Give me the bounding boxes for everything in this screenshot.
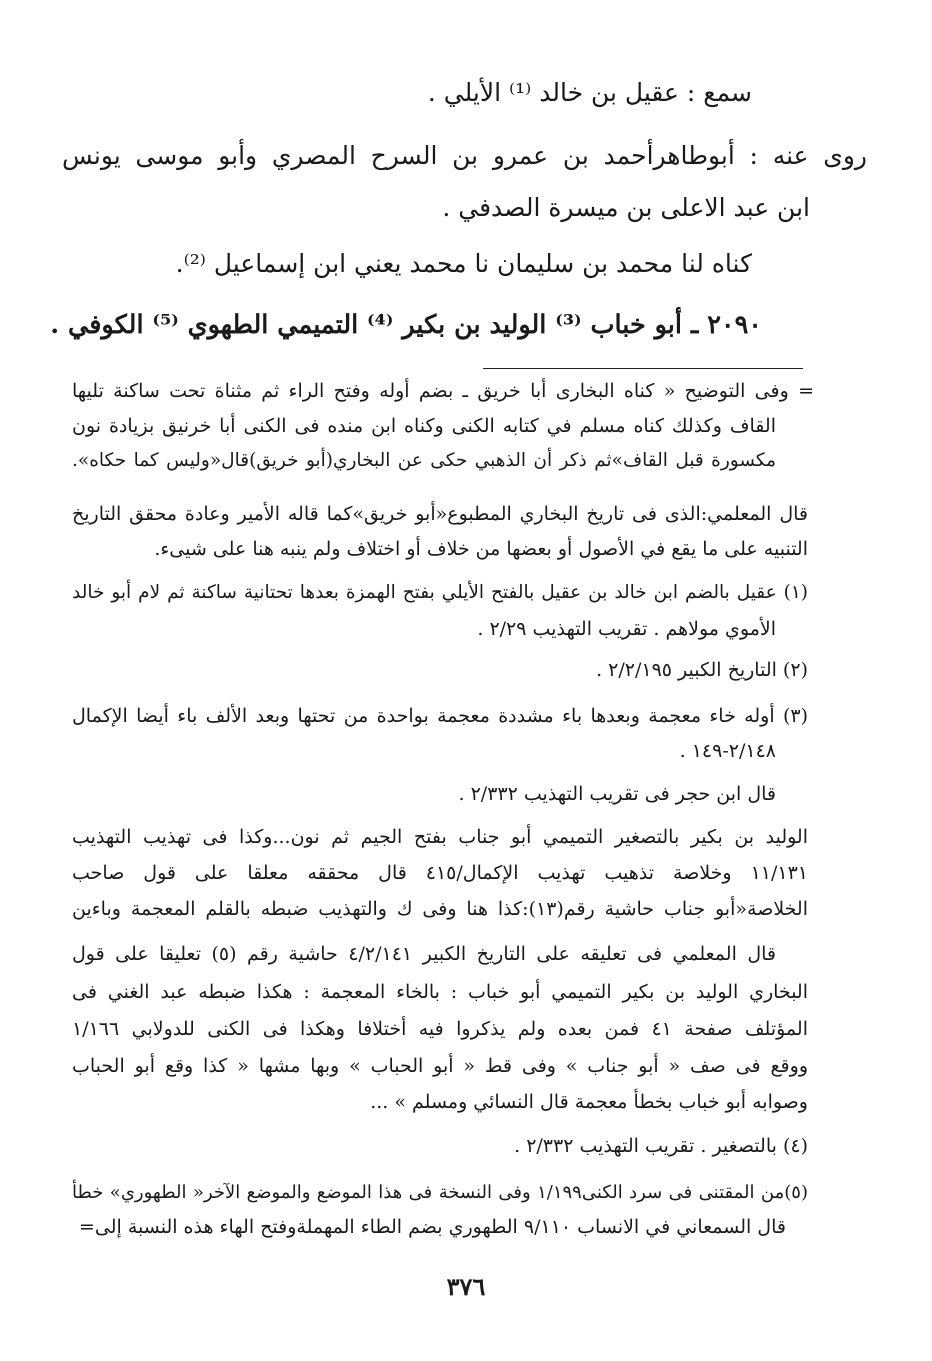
narrated-from-line-1: روى عنه : أبوطاهرأحمد بن عمرو بن السرح المصري وأبو موسى يونس: [62, 141, 867, 170]
page-number: ٣٧٦: [446, 1272, 486, 1301]
narrated-from-line-2: ابن عبد الاعلى بن ميسرة الصدفي .: [442, 193, 810, 222]
footnote-3-line-8: البخاري الوليد بن بكير التميمي أبو خباب : بالخاء المعجمة : هكذا ضبطه عبد الغني فى: [72, 981, 808, 1003]
footnote-1-line-1: (١) عقيل بالضم ابن خالد بن عقيل بالفتح الأيلي بفتح الهمزة بعدها تحتانية ساكنة ثم لام أبو خالد: [72, 582, 808, 603]
footnote-3-line-5: ١١/١٣١ وخلاصة تذهيب تهذيب الإكمال/٤١٥ قال محققه معلقا على قول صاحب: [72, 862, 808, 884]
footnote-3-line-9: المؤتلف صفحة ٤١ فمن بعده ولم يذكروا فيه أختلافا وهكذا فى الكنى للدولابي ١/١٦٦: [72, 1018, 808, 1040]
narrator-heard-line: سمع : عقيل بن خالد ⁽¹⁾ الأيلي .: [427, 78, 752, 107]
footnote-3-line-7: قال المعلمي فى تعليقه على التاريخ الكبير ٤/٢/١٤١ حاشية رقم (٥) تعليقا على قول: [72, 943, 777, 965]
footnote-3-line-10: ووقع فى صف « أبو جناب » وفى قط « أبو الحباب » وبها مشها « كذا وقع أبو الحباب: [72, 1055, 808, 1077]
footnote-3-line-6: الخلاصة«أبو جناب حاشية رقم(١٣):كذا هنا وفى ك والتهذيب ضبطه بالقلم المعجمة وباءين: [72, 898, 808, 920]
footnote-2: (٢) التاريخ الكبير ٢/٢/١٩٥ .: [596, 659, 808, 681]
footnote-continuation-line-1: = وفى التوضيح « كناه البخارى أبا خريق ـ بضم أوله وفتح الراء ثم مثناة تحت ساكنة تليها: [72, 380, 814, 402]
footnote-continuation-line-2: القاف وكذلك كناه مسلم في كتابه الكنى وكناه ابن منده فى الكنى أبا خرنيق بزيادة نون: [72, 415, 776, 437]
footnote-1-line-2: الأموي مولاهم . تقريب التهذيب ٢/٢٩ .: [477, 618, 776, 640]
muallimi-note-line-1: قال المعلمي:الذى فى تاريخ البخاري المطبوع«أبو خريق»كما قاله الأمير وعادة محقق التاريخ: [72, 503, 808, 525]
footnote-5-line-1: (٥)من المقتنى فى سرد الكنى١/١٩٩ وفى النسخة فى هذا الموضع والموضع الآخر« الطهوري» خطأ: [72, 1182, 808, 1203]
footnote-5-line-2: قال السمعاني في الانساب ٩/١١٠ الطهوري بضم الطاء المهملةوفتح الهاء هذه النسبة إلى=: [78, 1216, 786, 1238]
footnote-3-line-3: قال ابن حجر فى تقريب التهذيب ٢/٣٣٢ .: [458, 783, 776, 805]
footnote-separator: [483, 368, 803, 369]
entry-heading: ٢٠٩٠ ـ أبو خباب ⁽³⁾ الوليد بن بكير ⁽⁴⁾ التميمي الطهوي ⁽⁵⁾ الكوفي .: [50, 310, 762, 340]
footnote-3-line-4: الوليد بن بكير بالتصغير التميمي أبو جناب بفتح الجيم ثم نون...وكذا فى تهذيب التهذيب: [72, 826, 808, 848]
kunya-line: كناه لنا محمد بن سليمان نا محمد يعني ابن إسماعيل ⁽²⁾.: [175, 249, 752, 278]
footnote-continuation-line-3: مكسورة قبل القاف»ثم ذكر أن الذهبي حكى عن البخاري(أبو خريق)قال«وليس كما حكاه».: [72, 450, 776, 471]
footnote-3-line-1: (٣) أوله خاء معجمة وبعدها باء مشددة معجمة بواحدة من تحتها وبعد الألف باء أيضا الإكمال: [72, 705, 808, 727]
footnote-3-line-2: ٢/١٤٨-١٤٩ .: [679, 740, 776, 762]
muallimi-note-line-2: التنبيه على ما يقع في الأصول أو بعضها من خلاف أو اختلاف ولم ينبه هنا على شيىء.: [154, 538, 808, 560]
footnote-3-line-11: وصوابه أبو خباب بخطأ معجمة قال النسائي ومسلم » ...: [370, 1091, 808, 1113]
footnote-4: (٤) بالتصغير . تقريب التهذيب ٢/٣٣٢ .: [514, 1135, 808, 1157]
